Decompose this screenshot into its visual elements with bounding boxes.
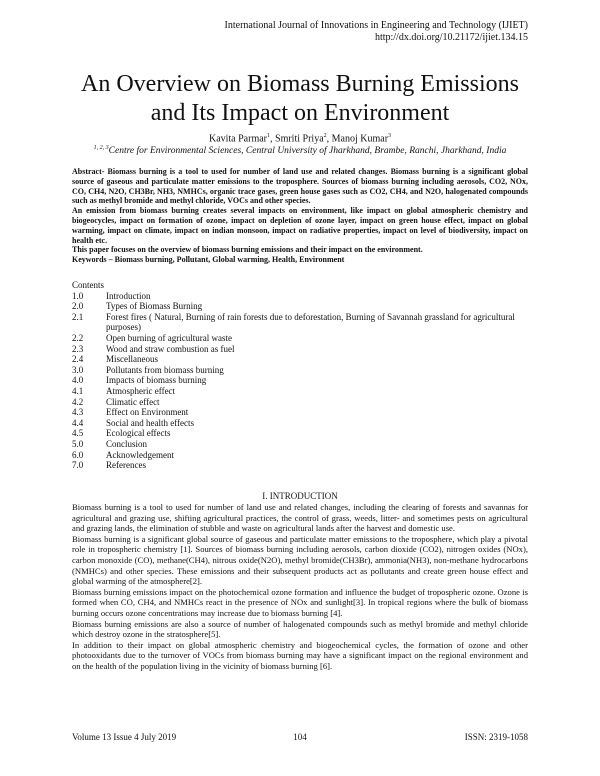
affiliation [0,143,600,157]
toc-number: 3.0 [72,364,84,375]
toc-item [72,354,528,365]
toc-number: 1.0 [72,290,84,301]
toc-label: Impacts of biomass burning [106,375,207,386]
journal-name: International Journal of Innovations in Engineering and Technology (IJIET) [224,20,528,31]
toc-number: 4.5 [72,428,84,439]
toc-label: Introduction [106,290,151,301]
toc-number: 6.0 [72,449,84,460]
toc-label: Social and health effects [106,417,195,428]
author-name: Smriti Priya [275,133,324,145]
toc-item [72,418,528,429]
toc-number: 4.1 [72,385,84,396]
title-line-1: An Overview on Biomass Burning Emissions [81,71,519,97]
section-heading: I. INTRODUCTION [262,491,338,501]
footer-page-number: 104 [293,732,307,742]
abstract-paragraph: Abstract- Biomass burning is a tool to used for number of land use and related changes. Biomass burning is a significant global source of gaseous and particulate matter emissions to the troposphere. Sources of biomass burning including aerosols, CO2, NOx, CO, CH4, N2O, CH3Br, NH3, NMHCs, organic trace gases, green house gases such as CO2, CH4, and N2O, halogenated compounds such as methyl bromide and methyl chloride, VOCs and other species. [72,167,528,206]
doi-link[interactable]: http://dx.doi.org/10.21172/ijiet.134.15 [374,32,528,43]
toc-number: 5.0 [72,438,84,449]
toc-item [72,375,528,386]
toc-label: Wood and straw combustion as fuel [106,343,235,354]
toc-list [72,291,528,471]
toc-label: References [106,460,146,471]
toc-label: Effect on Environment [106,407,189,418]
toc-label: Atmospheric effect [106,385,176,396]
author-sep: , [326,133,332,145]
toc-item [72,365,528,376]
toc-label: Types of Biomass Burning [106,301,203,312]
abstract-paragraph: An emission from biomass burning creates several impacts on environment, like impact on global atmospheric chemistry and biogeocycles, impact on formation of ozone, impact on depletion of ozone layer, impact on green house effect, impact on global warming, impact on climate, impact on indian monsoon, impact on radiative properties, impact on level of biodiversity, impact on health etc. [72,206,528,245]
toc-label: Miscellaneous [106,354,158,365]
author-sep: , [270,133,276,145]
toc-item [72,450,528,461]
paper-title [0,70,600,128]
toc-number: 2.4 [72,354,84,365]
running-header [225,20,528,44]
toc-label: Conclusion [106,438,148,449]
body-paragraph: Biomass burning emissions are also a source of number of halogenated compounds such as methyl bromide and methyl chloride which destroy ozone in the stratosphere[5]. [72,618,528,640]
toc-label: Climatic effect [106,396,160,407]
toc-number: 7.0 [72,460,84,471]
toc-number: 4.2 [72,396,84,407]
title-line-2: and Its Impact on Environment [150,100,450,126]
toc-number: 2.0 [72,301,84,312]
footer-volume: Volume 13 Issue 4 July 2019 [72,732,177,742]
author-name: Kavita Parmar [208,133,268,145]
body-text [72,502,528,672]
author-sup: 3 [388,133,392,139]
toc-item [72,407,528,418]
toc-number: 4.4 [72,417,84,428]
author-name: Manoj Kumar [331,133,389,145]
toc-number: 2.1 [72,311,84,322]
table-of-contents [72,280,528,471]
toc-number: 2.2 [72,332,84,343]
body-paragraph: Biomass burning emissions impact on the photochemical ozone formation and influence the budget of tropospheric ozone. Ozone is formed when CO, CH4, and NMHCs react in the presence of NOx and sunlight[3]. In tropical regions where the bulk of biomass burning occurs ozone concentrations may increase due to biomass burning [4]. [72,586,528,618]
toc-item [72,333,528,344]
toc-label: Open burning of agricultural waste [106,332,232,343]
toc-item [72,428,528,439]
toc-label: Acknowledgement [106,449,174,460]
abstract-paragraph: This paper focuses on the overview of biomass burning emissions and their impact on the environment. [72,245,423,255]
toc-item [72,439,528,450]
toc-item [72,291,528,302]
toc-item [72,312,528,333]
toc-number: 4.3 [72,407,84,418]
toc-label: Pollutants from biomass burning [106,364,224,375]
toc-item [72,386,528,397]
toc-number: 2.3 [72,343,84,354]
toc-number: 4.0 [72,375,84,386]
footer-issn: ISSN: 2319-1058 [464,732,528,742]
toc-item [72,301,528,312]
toc-item [72,344,528,355]
toc-item [72,397,528,408]
keywords: Keywords – Biomass burning, Pollutant, Global warming, Health, Environment [72,255,345,265]
author-sup: 2 [323,133,327,139]
body-paragraph: In addition to their impact on global atmospheric chemistry and biogeochemical cycles, the formation of ozone and other photooxidants due to the turnover of VOCs from biomass burning may have a significant impact on the regional environment and on the health of the population living in the vicinity of biomass burning [6]. [72,639,528,671]
abstract-block [72,167,528,265]
toc-label: Ecological effects [106,428,171,439]
body-paragraph: Biomass burning is a significant global source of gaseous and particulate matter emissions to the troposphere, which play a pivotal role in tropospheric chemistry [1]. Sources of biomass burning including aerosols, carbon dioxide (CO2), nitrogen oxides (NOx), carbon monoxide (CO), methane(CH4), nitrous oxide(N2O), methyl bromide(CH3Br), ammonia(NH3), non-methane hydrocarbons (NMHCs) and other species. These emissions and their subsequent products act as pollutants and create green house effect and global warming of the atmosphere[2]. [72,533,528,587]
affiliation-text: Centre for Environmental Sciences, Central University of Jharkhand, Brambe, Ranchi, Jharkhand, India [108,146,507,157]
body-paragraph: Biomass burning is a tool to used for number of land use and related changes, including the clearing of forests and savannas for agricultural and grazing use, shifting agricultural practices, the control of grass, weeds, litter- and sometimes pests on agricultural and grazing lands, the elimination of stubble and waste on agricultural lands after the harvest and domestic use. [72,502,528,534]
author-sup: 1 [267,133,271,139]
contents-label: Contents [72,280,105,290]
affiliation-sup: 1, 2, 3 [93,145,109,151]
toc-label: Forest fires ( Natural, Burning of rain forests due to deforestation, Burning of Savannah grassland for agricultural purposes) [106,311,515,333]
toc-item [72,460,528,471]
